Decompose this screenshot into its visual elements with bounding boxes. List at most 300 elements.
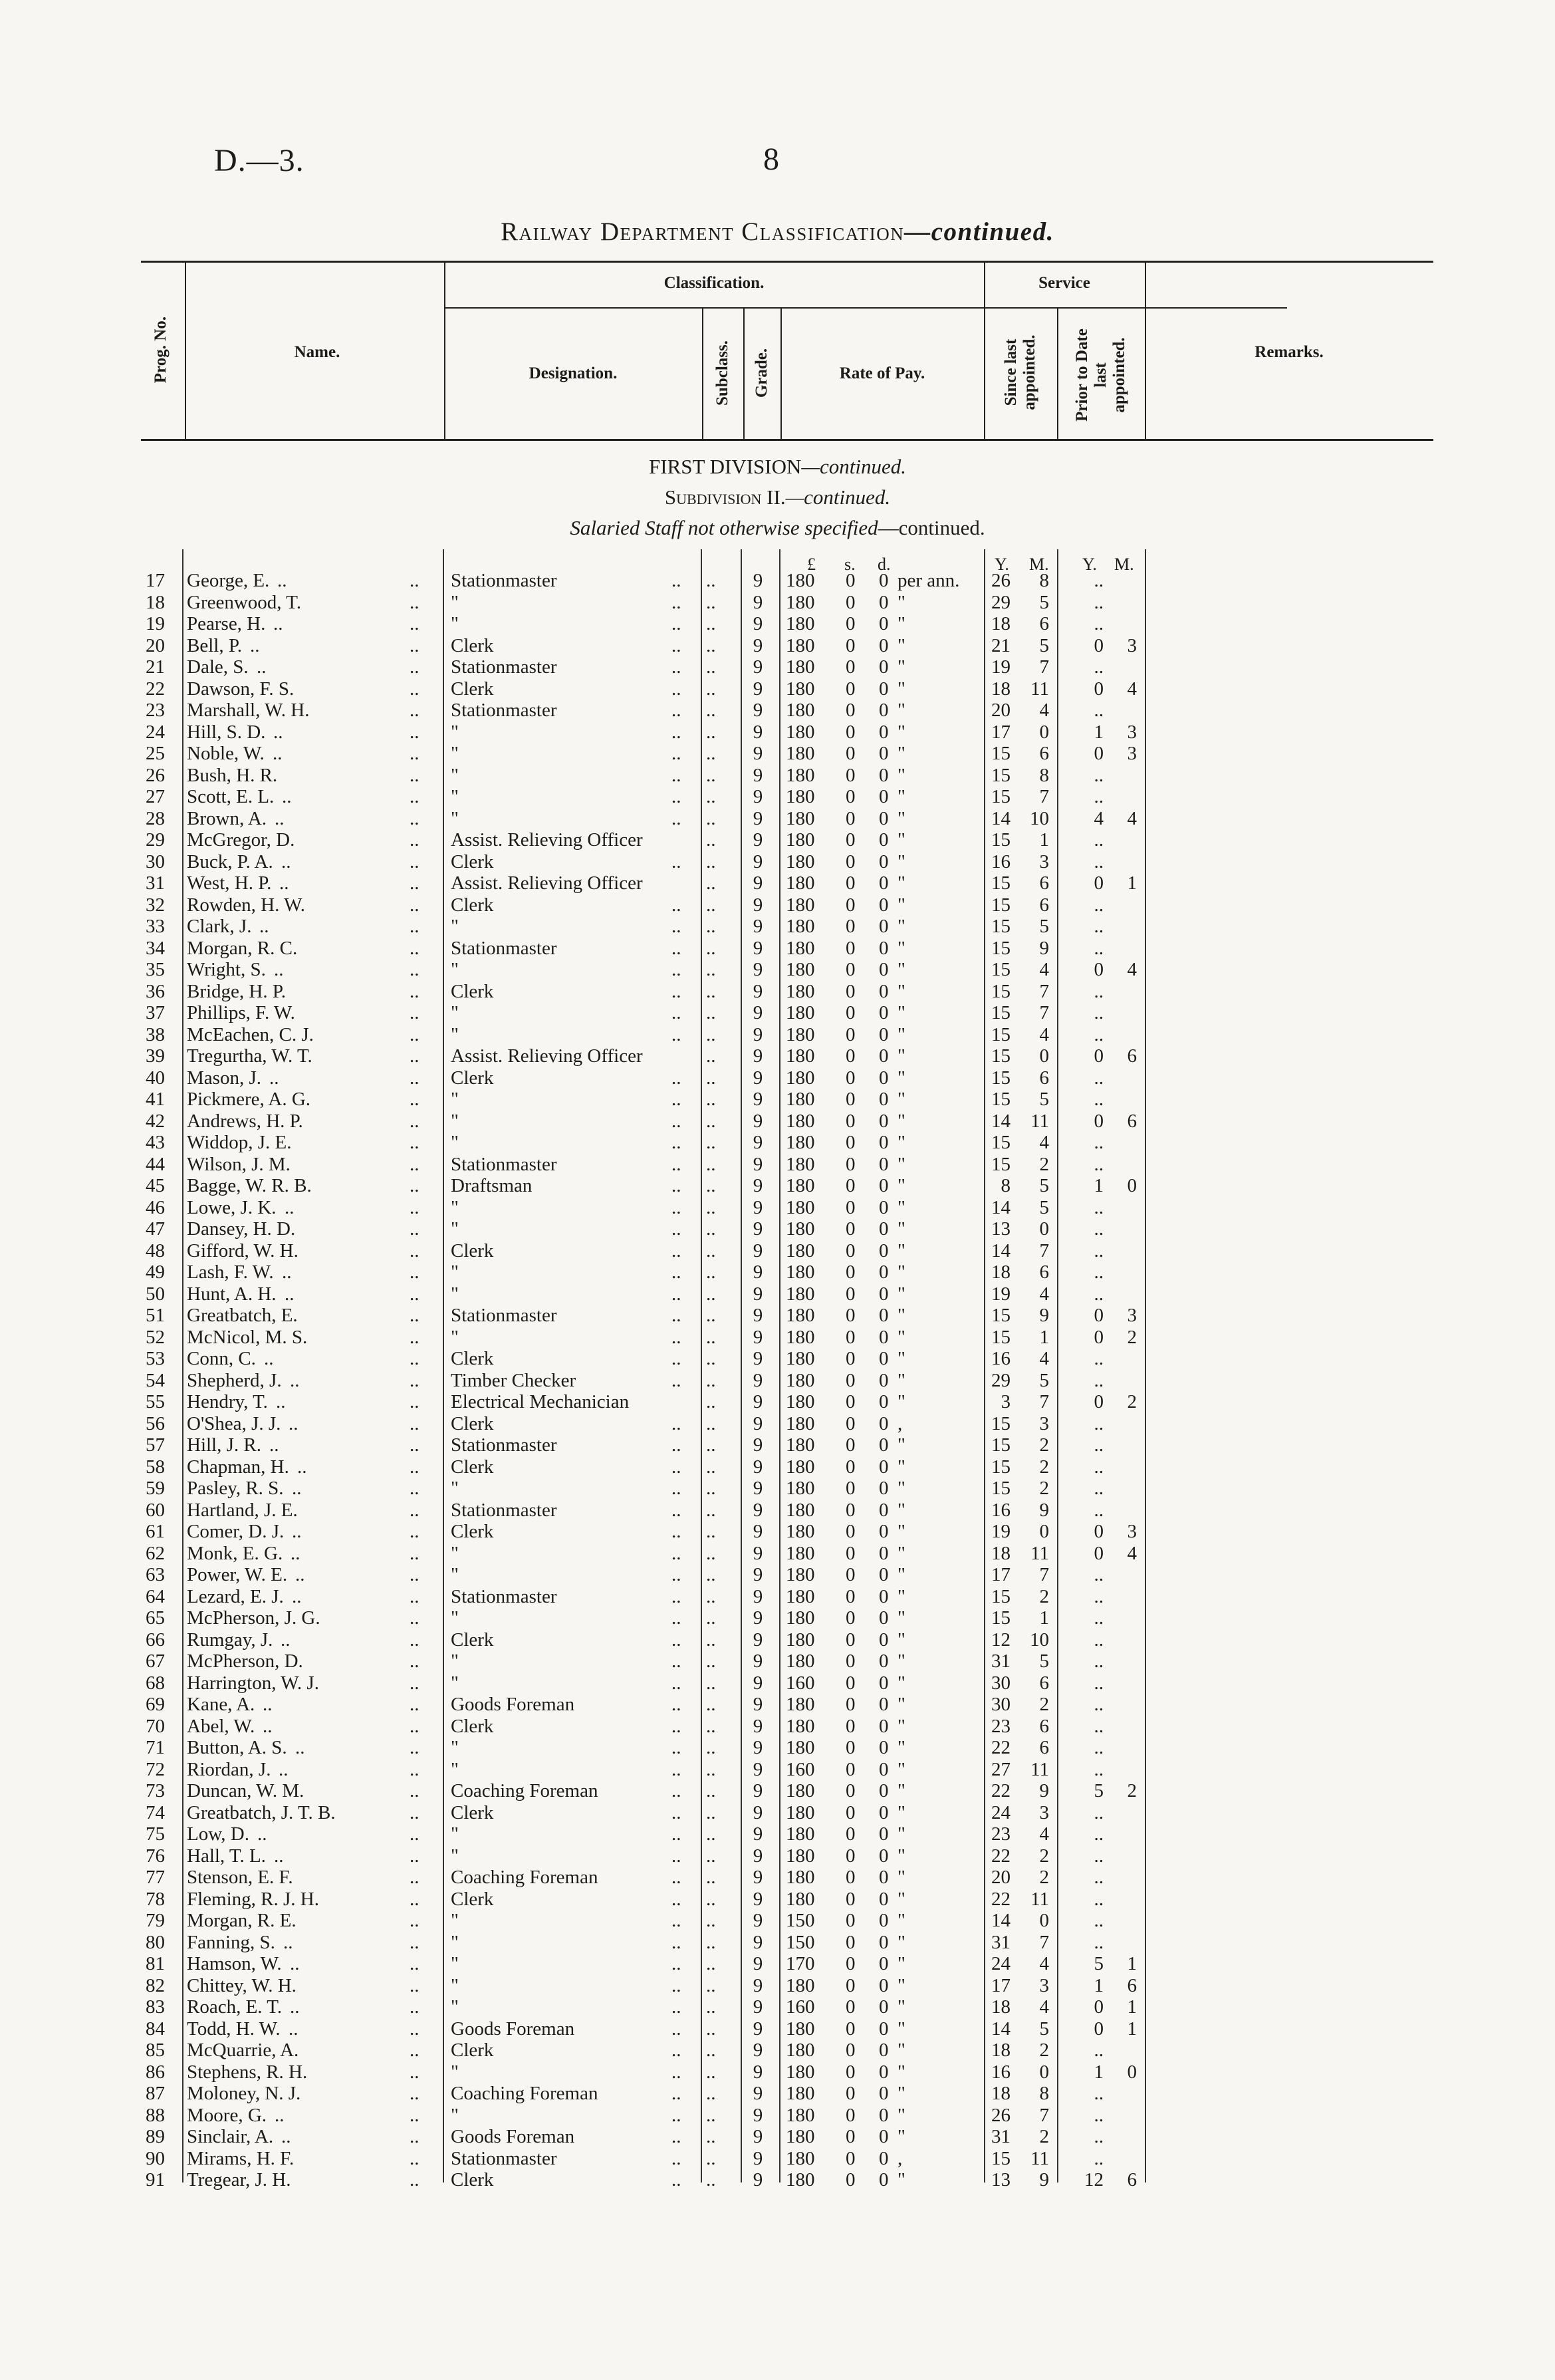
table-row <box>0 2018 1555 2040</box>
staff-name: Fleming, R. J. H. <box>187 1888 319 1910</box>
pay-period: " <box>897 959 905 980</box>
designation-leader: .. <box>671 937 681 959</box>
subclass: .. <box>706 2061 716 2083</box>
prog-number: 45 <box>146 1175 165 1196</box>
name-column-leader: .. <box>410 980 419 1002</box>
designation-leader: .. <box>671 1996 681 2018</box>
name-column-leader: .. <box>410 1996 419 2018</box>
table-row <box>0 1370 1555 1392</box>
designation: Clerk <box>451 894 494 916</box>
since-months: 0 <box>1039 2061 1049 2083</box>
since-years: 14 <box>991 807 1011 829</box>
table-row <box>0 1283 1555 1305</box>
pay-pounds: 180 <box>786 1218 815 1240</box>
since-months: 10 <box>1030 807 1049 829</box>
prog-number: 75 <box>146 1823 165 1845</box>
pay-pounds: 180 <box>786 1737 815 1758</box>
pay-shillings: 0 <box>846 1283 856 1305</box>
pay-pence: 0 <box>879 1585 889 1607</box>
pay-pence: 0 <box>879 1132 889 1153</box>
pay-pounds: 180 <box>786 700 815 721</box>
designation: Coaching Foreman <box>451 1780 598 1801</box>
designation: Coaching Foreman <box>451 1867 598 1888</box>
since-months: 6 <box>1039 872 1049 894</box>
grade: 9 <box>753 1931 763 1953</box>
staff-name: Hunt, A. H. <box>187 1283 277 1305</box>
subclass: .. <box>706 1607 716 1629</box>
document-code: D.—3. <box>214 143 304 178</box>
since-years: 15 <box>991 1045 1011 1067</box>
pay-period: " <box>897 1737 905 1758</box>
prog-number: 64 <box>146 1585 165 1607</box>
pay-pence: 0 <box>879 1240 889 1261</box>
unit-shillings: s. <box>844 555 856 574</box>
since-years: 19 <box>991 656 1011 678</box>
pay-shillings: 0 <box>846 1823 856 1845</box>
staff-name: Buck, P. A. <box>187 851 273 872</box>
designation-leader: .. <box>671 1153 681 1175</box>
since-years: 15 <box>991 1089 1011 1110</box>
grade: 9 <box>753 678 763 700</box>
pay-shillings: 0 <box>846 721 856 743</box>
grade: 9 <box>753 1651 763 1672</box>
grade: 9 <box>753 1089 763 1110</box>
pay-period: " <box>897 1240 905 1261</box>
staff-name: Harrington, W. J. <box>187 1672 319 1694</box>
pay-shillings: 0 <box>846 1369 856 1391</box>
grade: 9 <box>753 872 763 894</box>
grade: 9 <box>753 1953 763 1974</box>
prior-years: .. <box>1094 851 1104 872</box>
designation: " <box>451 1002 459 1023</box>
pay-pounds: 180 <box>786 1002 815 1023</box>
designation-leader: .. <box>671 916 681 937</box>
pay-period: " <box>897 1348 905 1369</box>
pay-pounds: 180 <box>786 829 815 851</box>
pay-pence: 0 <box>879 634 889 656</box>
prog-number: 80 <box>146 1931 165 1953</box>
prog-number: 56 <box>146 1412 165 1434</box>
grade: 9 <box>753 1261 763 1283</box>
pay-pounds: 180 <box>786 743 815 764</box>
prior-years: .. <box>1094 1801 1104 1823</box>
designation: Clerk <box>451 1521 494 1542</box>
prog-number: 48 <box>146 1240 165 1261</box>
subclass: .. <box>706 1045 716 1067</box>
division-heading <box>0 455 1555 479</box>
name-column-leader: .. <box>410 1175 419 1196</box>
name-leader: .. <box>292 1585 302 1607</box>
pay-pounds: 180 <box>786 1694 815 1715</box>
header-classification: Classification. <box>663 274 765 292</box>
prior-years: 0 <box>1094 872 1104 894</box>
pay-pounds: 180 <box>786 1629 815 1651</box>
since-years: 12 <box>991 1629 1011 1651</box>
header-top-rule <box>141 261 1433 263</box>
pay-period: " <box>897 1456 905 1478</box>
designation: Stationmaster <box>451 1499 557 1521</box>
staff-name: Brown, A. <box>187 807 267 829</box>
name-leader: .. <box>292 1478 302 1499</box>
subclass: .. <box>706 1867 716 1888</box>
subclass: .. <box>706 786 716 807</box>
since-years: 18 <box>991 2040 1011 2061</box>
since-months: 7 <box>1039 1002 1049 1023</box>
pay-shillings: 0 <box>846 1478 856 1499</box>
header-remarks: Remarks. <box>1255 343 1324 361</box>
table-row <box>0 981 1555 1003</box>
designation: Goods Foreman <box>451 1694 575 1715</box>
pay-pence: 0 <box>879 2126 889 2147</box>
pay-pence: 0 <box>879 1067 889 1089</box>
pay-pounds: 180 <box>786 1715 815 1737</box>
name-leader: .. <box>285 1196 295 1218</box>
pay-pence: 0 <box>879 1737 889 1758</box>
grade: 9 <box>753 1218 763 1240</box>
staff-name: Greenwood, T. <box>187 591 302 613</box>
grade: 9 <box>753 807 763 829</box>
pay-pence: 0 <box>879 807 889 829</box>
subclass: .. <box>706 959 716 980</box>
subclass: .. <box>706 1888 716 1910</box>
designation: " <box>451 1261 459 1283</box>
pay-pence: 0 <box>879 2169 889 2190</box>
grade: 9 <box>753 591 763 613</box>
prior-months: 1 <box>1127 2018 1137 2040</box>
pay-shillings: 0 <box>846 1456 856 1478</box>
subclass: .. <box>706 2018 716 2040</box>
pay-pence: 0 <box>879 570 889 591</box>
designation-leader: .. <box>671 1326 681 1348</box>
table-row <box>0 1780 1555 1802</box>
pay-shillings: 0 <box>846 1585 856 1607</box>
prog-number: 21 <box>146 656 165 678</box>
grade: 9 <box>753 1715 763 1737</box>
table-row <box>0 786 1555 808</box>
since-months: 9 <box>1039 2169 1049 2190</box>
designation: " <box>451 1953 459 1974</box>
prior-years: 0 <box>1094 1110 1104 1132</box>
pay-shillings: 0 <box>846 1996 856 2018</box>
pay-pounds: 180 <box>786 1823 815 1845</box>
name-column-leader: .. <box>410 1326 419 1348</box>
prior-years: 0 <box>1094 1045 1104 1067</box>
pay-period: " <box>897 1499 905 1521</box>
since-years: 15 <box>991 1456 1011 1478</box>
subclass: .. <box>706 1953 716 1974</box>
name-column-leader: .. <box>410 1283 419 1305</box>
since-years: 31 <box>991 1651 1011 1672</box>
prog-number: 38 <box>146 1023 165 1045</box>
pay-pounds: 180 <box>786 807 815 829</box>
since-months: 0 <box>1039 1045 1049 1067</box>
designation-leader: .. <box>671 2126 681 2147</box>
pay-pence: 0 <box>879 1499 889 1521</box>
name-leader: .. <box>273 743 283 764</box>
since-years: 31 <box>991 2126 1011 2147</box>
grade: 9 <box>753 1672 763 1694</box>
subclass: .. <box>706 1910 716 1931</box>
since-years: 18 <box>991 2083 1011 2104</box>
since-years: 26 <box>991 570 1011 591</box>
since-years: 29 <box>991 1369 1011 1391</box>
subclass: .. <box>706 1715 716 1737</box>
grade: 9 <box>753 1434 763 1456</box>
since-years: 14 <box>991 1240 1011 1261</box>
prior-years: .. <box>1094 1283 1104 1305</box>
grade: 9 <box>753 721 763 743</box>
staff-name: Noble, W. <box>187 743 265 764</box>
prior-years: .. <box>1094 2040 1104 2061</box>
grade: 9 <box>753 2061 763 2083</box>
name-column-leader: .. <box>410 1132 419 1153</box>
since-months: 6 <box>1039 613 1049 634</box>
pay-pounds: 180 <box>786 1261 815 1283</box>
grade: 9 <box>753 2169 763 2190</box>
subclass: .. <box>706 656 716 678</box>
name-column-leader: .. <box>410 721 419 743</box>
subclass: .. <box>706 1369 716 1391</box>
staff-name: Greatbatch, E. <box>187 1305 298 1326</box>
subclass: .. <box>706 1305 716 1326</box>
name-column-leader: .. <box>410 1067 419 1089</box>
name-column-leader: .. <box>410 1499 419 1521</box>
prog-number: 25 <box>146 743 165 764</box>
table-row <box>0 938 1555 960</box>
table-header <box>141 261 1433 442</box>
grade: 9 <box>753 1737 763 1758</box>
subclass: .. <box>706 851 716 872</box>
prog-number: 50 <box>146 1283 165 1305</box>
pay-period: " <box>897 1023 905 1045</box>
pay-pounds: 180 <box>786 1607 815 1629</box>
designation: Stationmaster <box>451 1153 557 1175</box>
pay-shillings: 0 <box>846 678 856 700</box>
since-years: 15 <box>991 1585 1011 1607</box>
staff-name: Bell, P. <box>187 634 242 656</box>
since-months: 5 <box>1039 634 1049 656</box>
table-row <box>0 1975 1555 1997</box>
subclass: .. <box>706 1110 716 1132</box>
designation-leader: .. <box>671 2018 681 2040</box>
staff-name: Hendry, T. <box>187 1391 268 1412</box>
subclass: .. <box>706 1002 716 1023</box>
pay-shillings: 0 <box>846 2040 856 2061</box>
pay-period: " <box>897 1434 905 1456</box>
table-row <box>0 1651 1555 1672</box>
prog-number: 76 <box>146 1845 165 1867</box>
grade: 9 <box>753 786 763 807</box>
since-years: 15 <box>991 872 1011 894</box>
prior-years: 0 <box>1094 1521 1104 1542</box>
name-leader: .. <box>281 2126 291 2147</box>
pay-period: " <box>897 1845 905 1867</box>
prog-number: 40 <box>146 1067 165 1089</box>
designation-leader: .. <box>671 1240 681 1261</box>
prog-number: 28 <box>146 807 165 829</box>
pay-pence: 0 <box>879 1715 889 1737</box>
table-row <box>0 1521 1555 1543</box>
pay-pence: 0 <box>879 1434 889 1456</box>
since-years: 26 <box>991 2104 1011 2126</box>
pay-pence: 0 <box>879 1974 889 1996</box>
grade: 9 <box>753 1283 763 1305</box>
prior-years: .. <box>1094 1758 1104 1780</box>
grade: 9 <box>753 2104 763 2126</box>
table-row <box>0 1002 1555 1024</box>
pay-pounds: 180 <box>786 1283 815 1305</box>
table-row <box>0 1607 1555 1629</box>
designation: " <box>451 1283 459 1305</box>
subclass: .. <box>706 829 716 851</box>
subclass: .. <box>706 937 716 959</box>
pay-pounds: 180 <box>786 851 815 872</box>
pay-pence: 0 <box>879 1694 889 1715</box>
prior-years: .. <box>1094 829 1104 851</box>
grade: 9 <box>753 1412 763 1434</box>
pay-shillings: 0 <box>846 980 856 1002</box>
pay-shillings: 0 <box>846 1218 856 1240</box>
staff-name: McQuarrie, A. <box>187 2040 299 2061</box>
staff-name: Hamson, W. <box>187 1953 282 1974</box>
name-leader: .. <box>264 1348 274 1369</box>
designation-leader: .. <box>671 1585 681 1607</box>
pay-shillings: 0 <box>846 656 856 678</box>
name-leader: .. <box>257 1823 267 1845</box>
prog-number: 78 <box>146 1888 165 1910</box>
grade: 9 <box>753 959 763 980</box>
pay-period: " <box>897 2018 905 2040</box>
prior-years: .. <box>1094 1672 1104 1694</box>
prog-number: 77 <box>146 1867 165 1888</box>
pay-pence: 0 <box>879 959 889 980</box>
subclass: .. <box>706 1283 716 1305</box>
pay-pounds: 150 <box>786 1910 815 1931</box>
name-leader: .. <box>259 916 269 937</box>
pay-shillings: 0 <box>846 1845 856 1867</box>
pay-pounds: 180 <box>786 1478 815 1499</box>
subdivision-name: Subdivision II. <box>664 485 786 509</box>
pay-pounds: 170 <box>786 1953 815 1974</box>
subclass: .. <box>706 872 716 894</box>
subclass: .. <box>706 2104 716 2126</box>
designation: Clerk <box>451 1801 494 1823</box>
name-column-leader: .. <box>410 1629 419 1651</box>
subclass: .. <box>706 1585 716 1607</box>
name-column-leader: .. <box>410 1478 419 1499</box>
subclass: .. <box>706 1996 716 2018</box>
prog-number: 29 <box>146 829 165 851</box>
table-row <box>0 1391 1555 1413</box>
designation: Clerk <box>451 1412 494 1434</box>
subclass: .. <box>706 1196 716 1218</box>
designation: " <box>451 1996 459 2018</box>
name-column-leader: .. <box>410 1651 419 1672</box>
since-months: 6 <box>1039 894 1049 916</box>
staff-name: Pearse, H. <box>187 613 266 634</box>
pay-pence: 0 <box>879 1542 889 1564</box>
prior-months: 3 <box>1127 721 1137 743</box>
name-column-leader: .. <box>410 1196 419 1218</box>
prior-years: 0 <box>1094 1542 1104 1564</box>
designation-leader: .. <box>671 1801 681 1823</box>
since-years: 18 <box>991 678 1011 700</box>
designation: " <box>451 1737 459 1758</box>
pay-shillings: 0 <box>846 764 856 786</box>
since-years: 15 <box>991 2147 1011 2169</box>
pay-pence: 0 <box>879 1175 889 1196</box>
table-row <box>0 722 1555 743</box>
pay-shillings: 0 <box>846 937 856 959</box>
pay-period: " <box>897 1542 905 1564</box>
table-row <box>0 1586 1555 1608</box>
subclass: .. <box>706 1478 716 1499</box>
pay-pence: 0 <box>879 1196 889 1218</box>
since-years: 30 <box>991 1672 1011 1694</box>
pay-period: " <box>897 2040 905 2061</box>
prog-number: 32 <box>146 894 165 916</box>
pay-pounds: 180 <box>786 570 815 591</box>
designation: " <box>451 1089 459 1110</box>
pay-shillings: 0 <box>846 1196 856 1218</box>
table-row <box>0 1240 1555 1262</box>
designation-leader: .. <box>671 1023 681 1045</box>
staff-name: Hill, J. R. <box>187 1434 261 1456</box>
table-row <box>0 1823 1555 1845</box>
pay-shillings: 0 <box>846 1542 856 1564</box>
pay-pounds: 180 <box>786 591 815 613</box>
since-months: 5 <box>1039 1651 1049 1672</box>
staff-name: Lash, F. W. <box>187 1261 274 1283</box>
designation: " <box>451 786 459 807</box>
since-years: 15 <box>991 894 1011 916</box>
prog-number: 33 <box>146 916 165 937</box>
table-row <box>0 743 1555 765</box>
table-row <box>0 1327 1555 1349</box>
pay-pence: 0 <box>879 743 889 764</box>
pay-pence: 0 <box>879 1110 889 1132</box>
subclass: .. <box>706 1694 716 1715</box>
name-column-leader: .. <box>410 1240 419 1261</box>
prior-months: 6 <box>1127 1110 1137 1132</box>
since-months: 0 <box>1039 1218 1049 1240</box>
since-years: 15 <box>991 1412 1011 1434</box>
name-column-leader: .. <box>410 894 419 916</box>
since-months: 7 <box>1039 1240 1049 1261</box>
table-row <box>0 2169 1555 2191</box>
since-months: 6 <box>1039 1067 1049 1089</box>
pay-period: " <box>897 786 905 807</box>
since-months: 2 <box>1039 1153 1049 1175</box>
subclass: .. <box>706 1564 716 1585</box>
since-years: 15 <box>991 829 1011 851</box>
pay-pounds: 180 <box>786 959 815 980</box>
pay-shillings: 0 <box>846 1715 856 1737</box>
designation: Clerk <box>451 980 494 1002</box>
prog-number: 74 <box>146 1801 165 1823</box>
subclass: .. <box>706 1499 716 1521</box>
table-row <box>0 1305 1555 1327</box>
prog-number: 19 <box>146 613 165 634</box>
designation: Clerk <box>451 2040 494 2061</box>
pay-period: " <box>897 872 905 894</box>
prior-years: .. <box>1094 764 1104 786</box>
prior-months: 4 <box>1127 959 1137 980</box>
pay-period: " <box>897 1758 905 1780</box>
name-column-leader: .. <box>410 1823 419 1845</box>
name-column-leader: .. <box>410 1391 419 1412</box>
since-years: 13 <box>991 1218 1011 1240</box>
